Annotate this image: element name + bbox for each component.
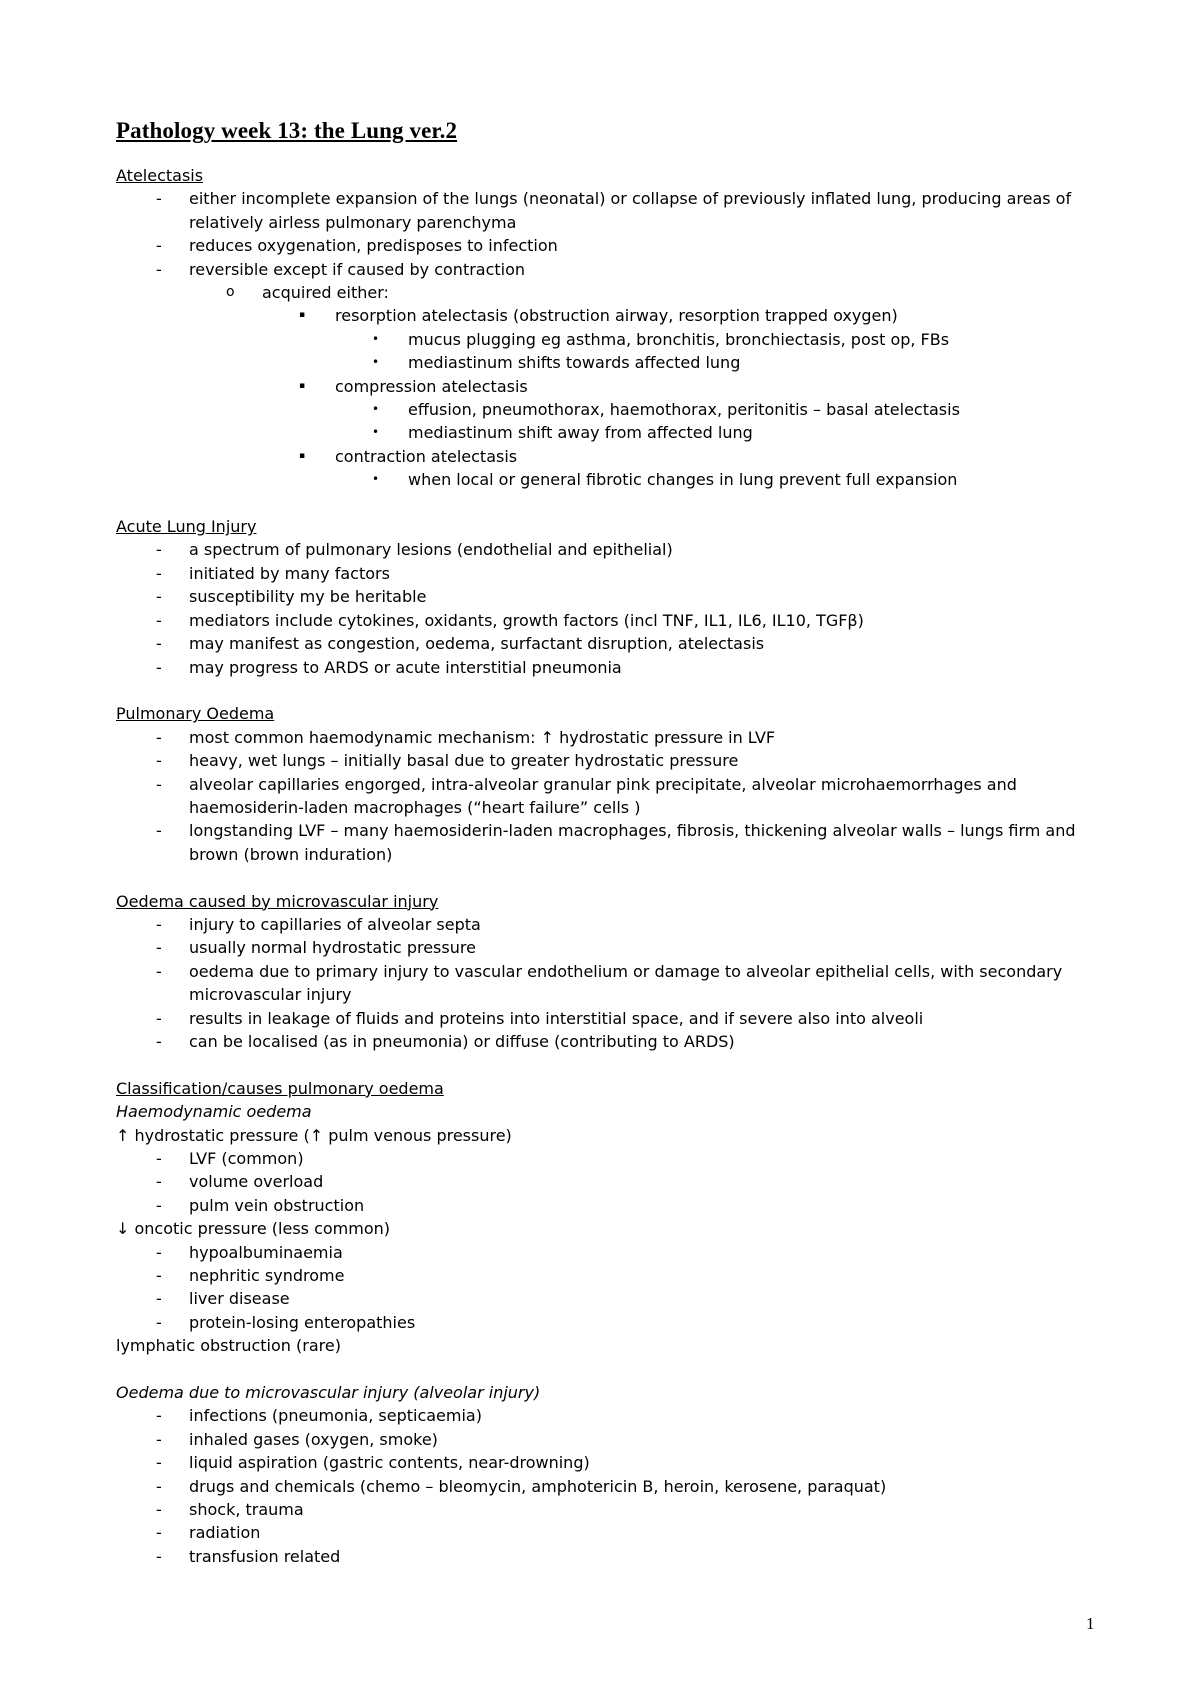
dash-marker: - — [156, 727, 162, 747]
dash-marker: - — [156, 189, 162, 209]
list-item: • mucus plugging eg asthma, bronchitis, bronchiectasis, post op, FBs — [116, 328, 1116, 351]
dash-marker: - — [156, 610, 162, 630]
list-item: - initiated by many factors — [116, 562, 1116, 585]
dash-marker: - — [156, 1149, 162, 1168]
dash-marker: - — [156, 1523, 162, 1543]
dash-marker: - — [156, 1289, 162, 1309]
spacer — [116, 1053, 1116, 1076]
list-item: - radiation — [116, 1521, 1116, 1544]
list-item: - most common haemodynamic mechanism: ↑ hydrostatic pressure in LVF — [116, 726, 1116, 749]
document-body — [116, 164, 1116, 1568]
dash-marker: - — [156, 563, 162, 583]
list-item: - may progress to ARDS or acute interstitial pneumonia — [116, 656, 1116, 679]
square-bullet-icon: ▪ — [299, 450, 306, 461]
list-item: • effusion, pneumothorax, haemothorax, peritonitis – basal atelectasis — [116, 398, 1116, 421]
dash-marker: - — [156, 774, 162, 794]
bullet-icon: • — [372, 425, 380, 440]
list-item: - pulm vein obstruction — [116, 1194, 1116, 1217]
spacer — [116, 1358, 1116, 1381]
dash-marker: - — [156, 1312, 162, 1332]
dash-marker: - — [156, 1546, 162, 1566]
list-item: - may manifest as congestion, oedema, surfactant disruption, atelectasis — [116, 632, 1116, 655]
list-item: • mediastinum shifts towards affected lung — [116, 351, 1116, 374]
list-item: - results in leakage of fluids and proteins into interstitial space, and if severe also into alveoli — [116, 1007, 1116, 1030]
section-heading-atelectasis: Atelectasis — [116, 166, 204, 185]
list-item: - oedema due to primary injury to vascular endothelium or damage to alveolar epithelial cells, with secondary microvascular injury — [156, 961, 1063, 1005]
dash-marker: - — [156, 236, 162, 256]
cause-group-hydrostatic: ↑ hydrostatic pressure (↑ pulm venous pressure) — [116, 1125, 512, 1145]
list-item: - susceptibility my be heritable — [116, 585, 1116, 608]
dash-marker: - — [156, 821, 162, 841]
dash-marker: - — [156, 657, 162, 677]
list-item: o acquired either: — [116, 281, 1116, 304]
dash-marker: - — [156, 634, 162, 654]
list-item: ▪ contraction atelectasis — [116, 445, 1116, 468]
list-item: - protein-losing enteropathies — [116, 1311, 1116, 1334]
dash-marker: - — [156, 1500, 162, 1520]
cause-group-oncotic: ↓ oncotic pressure (less common) — [116, 1219, 391, 1239]
list-item: - longstanding LVF – many haemosiderin-laden macrophages, fibrosis, thickening alveolar walls – lungs firm and brown (brown induration) — [156, 821, 1076, 864]
section-heading-acute-lung-injury: Acute Lung Injury — [116, 517, 257, 537]
list-item: - either incomplete expansion of the lungs (neonatal) or collapse of previously inflated lung, producing areas of relatively airless pulmonary parenchyma — [156, 189, 1072, 232]
list-item: - usually normal hydrostatic pressure — [116, 936, 1116, 959]
subheading-haemodynamic: Haemodynamic oedema — [116, 1102, 312, 1122]
bullet-icon: • — [372, 355, 380, 370]
list-item: - inhaled gases (oxygen, smoke) — [116, 1428, 1116, 1451]
dash-marker: - — [156, 1266, 162, 1286]
list-item: - hypoalbuminaemia — [116, 1241, 1116, 1264]
list-item: - reversible except if caused by contraction — [116, 258, 1116, 281]
circle-marker: o — [226, 284, 235, 301]
list-item: - can be localised (as in pneumonia) or diffuse (contributing to ARDS) — [116, 1030, 1116, 1053]
dash-marker: - — [156, 1242, 162, 1262]
spacer — [116, 492, 1116, 515]
list-item: - nephritic syndrome — [116, 1264, 1116, 1287]
list-item: ▪ resorption atelectasis (obstruction airway, resorption trapped oxygen) — [116, 304, 1116, 327]
square-bullet-icon: ▪ — [299, 380, 306, 391]
list-item: - LVF (common) — [116, 1147, 1116, 1170]
dash-marker: - — [156, 1031, 162, 1051]
list-item: - infections (pneumonia, septicaemia) — [116, 1404, 1116, 1427]
list-item: - transfusion related — [116, 1545, 1116, 1568]
list-item: - drugs and chemicals (chemo – bleomycin, amphotericin B, heroin, kerosene, paraquat) — [116, 1475, 1116, 1498]
bullet-icon: • — [372, 402, 380, 417]
list-item: • mediastinum shift away from affected lung — [116, 421, 1116, 444]
dash-marker: - — [156, 1406, 162, 1426]
dash-marker: - — [156, 751, 162, 771]
section-heading-pulmonary-oedema: Pulmonary Oedema — [116, 704, 275, 724]
list-item: - a spectrum of pulmonary lesions (endothelial and epithelial) — [116, 538, 1116, 561]
dash-marker: - — [156, 259, 162, 279]
dash-marker: - — [156, 1172, 162, 1192]
dash-marker: - — [156, 914, 162, 934]
list-item: - injury to capillaries of alveolar septa — [116, 913, 1116, 936]
dash-marker: - — [156, 961, 162, 981]
list-item: ▪ compression atelectasis — [116, 375, 1116, 398]
list-item: - alveolar capillaries engorged, intra-alveolar granular pink precipitate, alveolar microhaemorrhages and haemosiderin-laden macrophages (“heart failure” cells ) — [156, 774, 1017, 817]
list-item: - liver disease — [116, 1287, 1116, 1310]
section-heading-microvascular-oedema: Oedema caused by microvascular injury — [116, 891, 439, 911]
list-item: - heavy, wet lungs – initially basal due to greater hydrostatic pressure — [116, 749, 1116, 772]
page-number: 1 — [1086, 1614, 1095, 1633]
dash-marker: - — [156, 938, 162, 958]
dash-marker: - — [156, 1476, 162, 1496]
bullet-icon: • — [372, 331, 380, 346]
spacer — [116, 866, 1116, 889]
list-item: - reduces oxygenation, predisposes to infection — [116, 234, 1116, 257]
dash-marker: - — [156, 1429, 162, 1449]
spacer — [116, 679, 1116, 702]
dash-marker: - — [156, 1453, 162, 1473]
cause-group-lymphatic: lymphatic obstruction (rare) — [116, 1336, 341, 1356]
document-title: Pathology week 13: the Lung ver.2 — [116, 118, 458, 143]
list-item: - mediators include cytokines, oxidants, growth factors (incl TNF, IL1, IL6, IL10, TGFβ) — [116, 609, 1116, 632]
bullet-icon: • — [372, 472, 380, 487]
list-item: - shock, trauma — [116, 1498, 1116, 1521]
dash-marker: - — [156, 1195, 162, 1215]
section-heading-classification: Classification/causes pulmonary oedema — [116, 1078, 444, 1098]
list-item: • when local or general fibrotic changes in lung prevent full expansion — [116, 468, 1116, 491]
dash-marker: - — [156, 540, 162, 560]
dash-marker: - — [156, 1008, 162, 1028]
dash-marker: - — [156, 587, 162, 607]
subheading-microvascular: Oedema due to microvascular injury (alveolar injury) — [116, 1383, 541, 1403]
square-bullet-icon: ▪ — [299, 310, 306, 321]
list-item: - liquid aspiration (gastric contents, near-drowning) — [116, 1451, 1116, 1474]
list-item: - volume overload — [116, 1170, 1116, 1193]
